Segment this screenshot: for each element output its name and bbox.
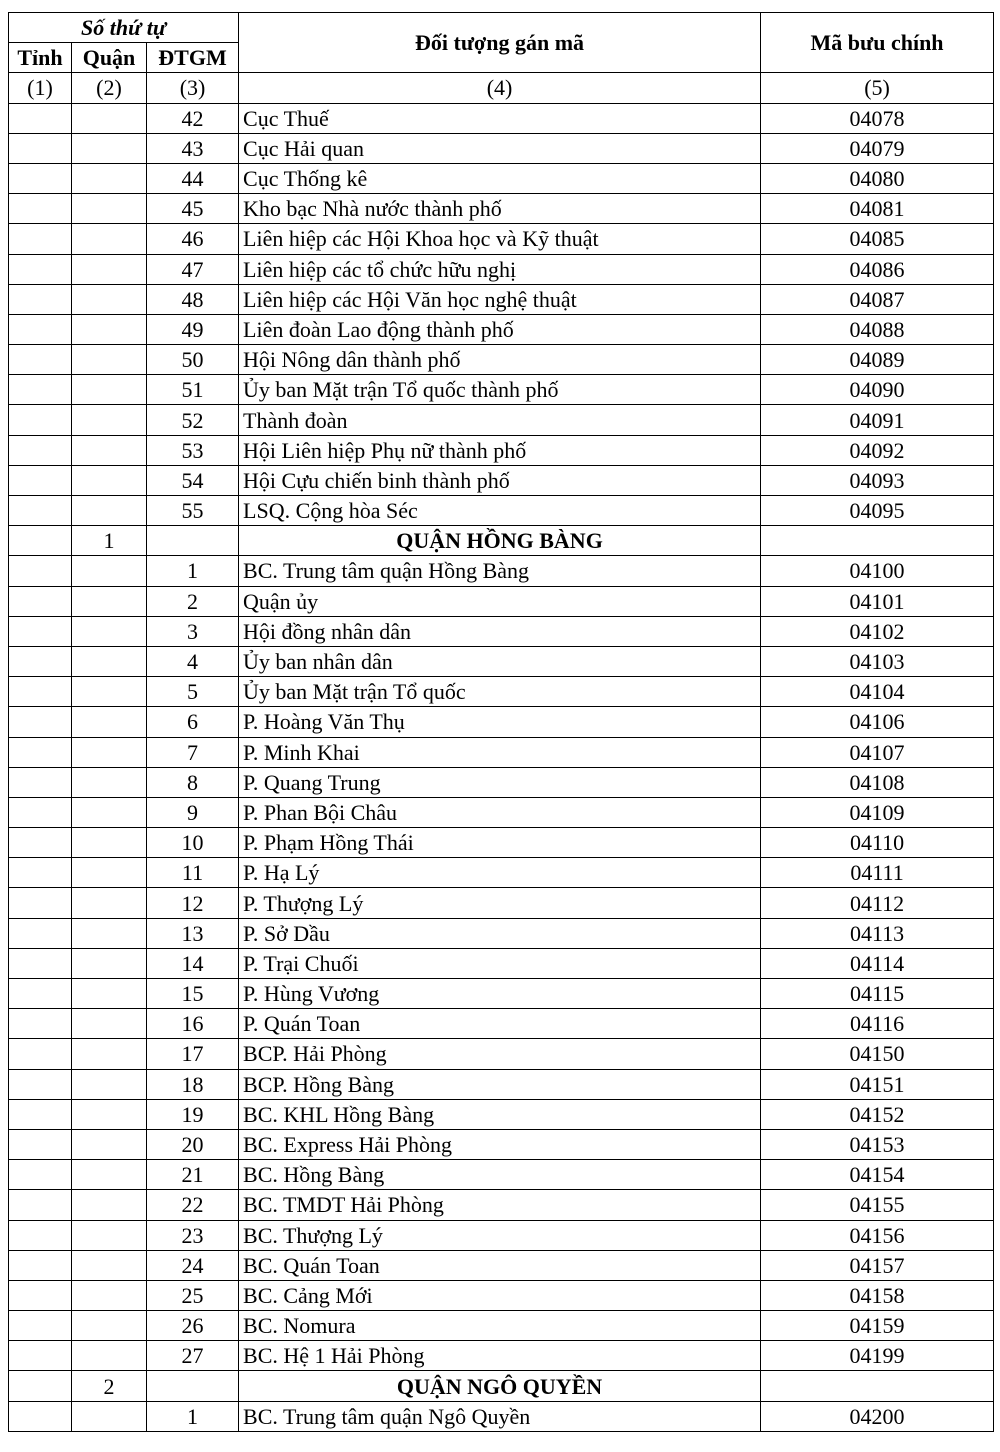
table-row	[9, 677, 994, 707]
table-row	[9, 767, 994, 797]
cell-quan	[72, 194, 147, 224]
cell-postal-code: 04111	[761, 858, 994, 888]
cell-postal-code: 04113	[761, 918, 994, 948]
cell-dtgm: 45	[147, 194, 239, 224]
cell-postal-code: 04081	[761, 194, 994, 224]
cell-dtgm: 20	[147, 1129, 239, 1159]
table-row	[9, 828, 994, 858]
table-row	[9, 1099, 994, 1129]
cell-tinh	[9, 828, 72, 858]
cell-object-name: BC. Thượng Lý	[239, 1220, 761, 1250]
cell-quan	[72, 556, 147, 586]
header-postal-code: Mã bưu chính	[761, 13, 994, 73]
cell-code	[761, 526, 994, 556]
cell-postal-code: 04155	[761, 1190, 994, 1220]
cell-object-name: P. Thượng Lý	[239, 888, 761, 918]
district-name: QUẬN NGÔ QUYỀN	[239, 1371, 761, 1401]
district-row	[9, 1371, 994, 1401]
cell-object-name: BC. Trung tâm quận Hồng Bàng	[239, 556, 761, 586]
cell-postal-code: 04109	[761, 797, 994, 827]
cell-tinh	[9, 948, 72, 978]
table-row	[9, 1190, 994, 1220]
cell-object-name: Hội Nông dân thành phố	[239, 345, 761, 375]
cell-object-name: LSQ. Cộng hòa Séc	[239, 496, 761, 526]
cell-quan	[72, 888, 147, 918]
cell-tinh	[9, 254, 72, 284]
table-body	[9, 103, 994, 1431]
cell-tinh	[9, 1190, 72, 1220]
cell-dtgm: 21	[147, 1160, 239, 1190]
table-row	[9, 1069, 994, 1099]
cell-quan	[72, 767, 147, 797]
cell-object-name: Quận ủy	[239, 586, 761, 616]
table-row	[9, 284, 994, 314]
cell-object-name: Hội đồng nhân dân	[239, 616, 761, 646]
table-row	[9, 1039, 994, 1069]
table-row	[9, 133, 994, 163]
cell-dtgm: 48	[147, 284, 239, 314]
table-row	[9, 1160, 994, 1190]
cell-tinh	[9, 1341, 72, 1371]
cell-quan: 1	[72, 526, 147, 556]
cell-object-name: BC. Express Hải Phòng	[239, 1129, 761, 1159]
cell-object-name: BC. Hệ 1 Hải Phòng	[239, 1341, 761, 1371]
cell-tinh	[9, 1129, 72, 1159]
cell-dtgm: 19	[147, 1099, 239, 1129]
header-num-2: (2)	[72, 73, 147, 103]
cell-dtgm: 44	[147, 163, 239, 193]
header-num-3: (3)	[147, 73, 239, 103]
cell-object-name: Cục Hải quan	[239, 133, 761, 163]
cell-tinh	[9, 1099, 72, 1129]
cell-object-name: BC. Cảng Mới	[239, 1280, 761, 1310]
cell-code	[761, 1371, 994, 1401]
cell-quan	[72, 224, 147, 254]
cell-object-name: Thành đoàn	[239, 405, 761, 435]
cell-tinh	[9, 888, 72, 918]
cell-quan	[72, 828, 147, 858]
cell-object-name: P. Quang Trung	[239, 767, 761, 797]
cell-tinh	[9, 465, 72, 495]
cell-dtgm: 16	[147, 1009, 239, 1039]
cell-quan	[72, 1160, 147, 1190]
table-row	[9, 707, 994, 737]
table-row	[9, 405, 994, 435]
cell-quan	[72, 1009, 147, 1039]
cell-tinh	[9, 586, 72, 616]
cell-tinh	[9, 435, 72, 465]
cell-quan	[72, 103, 147, 133]
cell-postal-code: 04154	[761, 1160, 994, 1190]
cell-dtgm: 53	[147, 435, 239, 465]
cell-tinh	[9, 646, 72, 676]
cell-postal-code: 04156	[761, 1220, 994, 1250]
cell-object-name: P. Phan Bội Châu	[239, 797, 761, 827]
cell-dtgm: 18	[147, 1069, 239, 1099]
table-row	[9, 918, 994, 948]
cell-postal-code: 04101	[761, 586, 994, 616]
cell-quan	[72, 677, 147, 707]
cell-object-name: Ủy ban Mặt trận Tổ quốc	[239, 677, 761, 707]
cell-tinh	[9, 1280, 72, 1310]
table-row	[9, 888, 994, 918]
cell-quan	[72, 1220, 147, 1250]
table-row	[9, 1129, 994, 1159]
table-row	[9, 556, 994, 586]
cell-object-name: Kho bạc Nhà nước thành phố	[239, 194, 761, 224]
cell-postal-code: 04091	[761, 405, 994, 435]
cell-quan	[72, 1280, 147, 1310]
cell-object-name: BC. TMDT Hải Phòng	[239, 1190, 761, 1220]
cell-postal-code: 04107	[761, 737, 994, 767]
cell-dtgm: 52	[147, 405, 239, 435]
cell-postal-code: 04150	[761, 1039, 994, 1069]
cell-tinh	[9, 677, 72, 707]
cell-dtgm	[147, 1371, 239, 1401]
table-row	[9, 737, 994, 767]
cell-quan	[72, 314, 147, 344]
cell-object-name: P. Quán Toan	[239, 1009, 761, 1039]
cell-quan	[72, 1250, 147, 1280]
cell-quan	[72, 979, 147, 1009]
cell-quan	[72, 1311, 147, 1341]
table-row	[9, 314, 994, 344]
table-row	[9, 194, 994, 224]
cell-quan	[72, 1401, 147, 1431]
table-row	[9, 163, 994, 193]
cell-object-name: P. Hạ Lý	[239, 858, 761, 888]
cell-postal-code: 04151	[761, 1069, 994, 1099]
cell-object-name: P. Hoàng Văn Thụ	[239, 707, 761, 737]
cell-tinh	[9, 163, 72, 193]
cell-quan	[72, 1190, 147, 1220]
cell-quan	[72, 797, 147, 827]
cell-object-name: P. Trại Chuối	[239, 948, 761, 978]
cell-dtgm: 3	[147, 616, 239, 646]
cell-quan	[72, 284, 147, 314]
header-group-stt: Số thứ tự	[9, 13, 239, 43]
cell-tinh	[9, 1009, 72, 1039]
cell-object-name: BC. KHL Hồng Bàng	[239, 1099, 761, 1129]
header-object: Đối tượng gán mã	[239, 13, 761, 73]
cell-postal-code: 04104	[761, 677, 994, 707]
cell-tinh	[9, 1250, 72, 1280]
cell-dtgm: 5	[147, 677, 239, 707]
cell-quan	[72, 1069, 147, 1099]
cell-quan	[72, 435, 147, 465]
cell-object-name: Liên hiệp các tổ chức hữu nghị	[239, 254, 761, 284]
table-row	[9, 1009, 994, 1039]
cell-tinh	[9, 918, 72, 948]
table-row	[9, 103, 994, 133]
cell-postal-code: 04110	[761, 828, 994, 858]
cell-postal-code: 04114	[761, 948, 994, 978]
cell-dtgm: 14	[147, 948, 239, 978]
cell-object-name: BCP. Hồng Bàng	[239, 1069, 761, 1099]
cell-quan	[72, 1039, 147, 1069]
table-row	[9, 435, 994, 465]
table-row	[9, 1280, 994, 1310]
cell-postal-code: 04088	[761, 314, 994, 344]
cell-tinh	[9, 1371, 72, 1401]
header-quan: Quận	[72, 43, 147, 73]
cell-postal-code: 04103	[761, 646, 994, 676]
cell-object-name: Hội Liên hiệp Phụ nữ thành phố	[239, 435, 761, 465]
cell-quan	[72, 586, 147, 616]
cell-postal-code: 04115	[761, 979, 994, 1009]
cell-dtgm: 23	[147, 1220, 239, 1250]
table-row	[9, 375, 994, 405]
cell-dtgm: 17	[147, 1039, 239, 1069]
cell-dtgm: 25	[147, 1280, 239, 1310]
cell-tinh	[9, 314, 72, 344]
cell-postal-code: 04092	[761, 435, 994, 465]
cell-tinh	[9, 133, 72, 163]
cell-tinh	[9, 1069, 72, 1099]
cell-dtgm: 55	[147, 496, 239, 526]
cell-tinh	[9, 797, 72, 827]
cell-object-name: Liên hiệp các Hội Văn học nghệ thuật	[239, 284, 761, 314]
table-row	[9, 345, 994, 375]
table-row	[9, 1311, 994, 1341]
cell-quan	[72, 133, 147, 163]
cell-dtgm: 15	[147, 979, 239, 1009]
cell-tinh	[9, 1160, 72, 1190]
cell-dtgm: 1	[147, 1401, 239, 1431]
table-row	[9, 1341, 994, 1371]
cell-tinh	[9, 405, 72, 435]
cell-dtgm: 10	[147, 828, 239, 858]
cell-tinh	[9, 767, 72, 797]
cell-dtgm: 24	[147, 1250, 239, 1280]
cell-object-name: Liên hiệp các Hội Khoa học và Kỹ thuật	[239, 224, 761, 254]
cell-postal-code: 04102	[761, 616, 994, 646]
cell-quan	[72, 345, 147, 375]
cell-postal-code: 04116	[761, 1009, 994, 1039]
cell-postal-code: 04153	[761, 1129, 994, 1159]
cell-dtgm: 49	[147, 314, 239, 344]
district-name: QUẬN HỒNG BÀNG	[239, 526, 761, 556]
cell-dtgm: 42	[147, 103, 239, 133]
cell-dtgm: 7	[147, 737, 239, 767]
cell-quan	[72, 1129, 147, 1159]
cell-postal-code: 04152	[761, 1099, 994, 1129]
cell-tinh	[9, 1220, 72, 1250]
cell-dtgm: 22	[147, 1190, 239, 1220]
cell-object-name: P. Phạm Hồng Thái	[239, 828, 761, 858]
cell-object-name: P. Sở Dầu	[239, 918, 761, 948]
header-num-1: (1)	[9, 73, 72, 103]
cell-dtgm	[147, 526, 239, 556]
cell-dtgm: 13	[147, 918, 239, 948]
cell-dtgm: 27	[147, 1341, 239, 1371]
cell-dtgm: 50	[147, 345, 239, 375]
cell-dtgm: 43	[147, 133, 239, 163]
cell-quan	[72, 616, 147, 646]
table-row	[9, 797, 994, 827]
cell-postal-code: 04079	[761, 133, 994, 163]
cell-postal-code: 04090	[761, 375, 994, 405]
table-row	[9, 979, 994, 1009]
cell-postal-code: 04157	[761, 1250, 994, 1280]
cell-object-name: BCP. Hải Phòng	[239, 1039, 761, 1069]
cell-dtgm: 4	[147, 646, 239, 676]
cell-postal-code: 04200	[761, 1401, 994, 1431]
cell-quan	[72, 405, 147, 435]
table-row	[9, 1401, 994, 1431]
table-row	[9, 858, 994, 888]
cell-postal-code: 04159	[761, 1311, 994, 1341]
cell-tinh	[9, 707, 72, 737]
cell-object-name: Hội Cựu chiến binh thành phố	[239, 465, 761, 495]
cell-postal-code: 04199	[761, 1341, 994, 1371]
cell-postal-code: 04093	[761, 465, 994, 495]
cell-postal-code: 04112	[761, 888, 994, 918]
cell-tinh	[9, 224, 72, 254]
cell-tinh	[9, 103, 72, 133]
cell-quan	[72, 737, 147, 767]
cell-dtgm: 9	[147, 797, 239, 827]
cell-tinh	[9, 194, 72, 224]
cell-dtgm: 47	[147, 254, 239, 284]
cell-quan	[72, 858, 147, 888]
table-row	[9, 586, 994, 616]
cell-object-name: BC. Hồng Bàng	[239, 1160, 761, 1190]
cell-object-name: Ủy ban nhân dân	[239, 646, 761, 676]
table-row	[9, 254, 994, 284]
cell-dtgm: 2	[147, 586, 239, 616]
cell-object-name: Ủy ban Mặt trận Tổ quốc thành phố	[239, 375, 761, 405]
cell-dtgm: 6	[147, 707, 239, 737]
cell-object-name: P. Minh Khai	[239, 737, 761, 767]
cell-object-name: BC. Quán Toan	[239, 1250, 761, 1280]
table-row	[9, 646, 994, 676]
cell-tinh	[9, 1401, 72, 1431]
cell-postal-code: 04078	[761, 103, 994, 133]
header-tinh: Tỉnh	[9, 43, 72, 73]
header-num-4: (4)	[239, 73, 761, 103]
cell-postal-code: 04080	[761, 163, 994, 193]
cell-object-name: Cục Thống kê	[239, 163, 761, 193]
cell-postal-code: 04089	[761, 345, 994, 375]
cell-tinh	[9, 345, 72, 375]
cell-postal-code: 04106	[761, 707, 994, 737]
cell-tinh	[9, 284, 72, 314]
cell-dtgm: 26	[147, 1311, 239, 1341]
cell-quan	[72, 646, 147, 676]
table-row	[9, 948, 994, 978]
table-row	[9, 496, 994, 526]
cell-object-name: Cục Thuế	[239, 103, 761, 133]
table-row	[9, 224, 994, 254]
cell-dtgm: 12	[147, 888, 239, 918]
cell-quan	[72, 254, 147, 284]
cell-tinh	[9, 1039, 72, 1069]
cell-dtgm: 51	[147, 375, 239, 405]
cell-postal-code: 04158	[761, 1280, 994, 1310]
cell-tinh	[9, 1311, 72, 1341]
cell-tinh	[9, 979, 72, 1009]
header-dtgm: ĐTGM	[147, 43, 239, 73]
cell-quan	[72, 496, 147, 526]
table-row	[9, 465, 994, 495]
cell-tinh	[9, 556, 72, 586]
header-num-5: (5)	[761, 73, 994, 103]
cell-tinh	[9, 616, 72, 646]
cell-quan	[72, 1099, 147, 1129]
table-row	[9, 1250, 994, 1280]
cell-dtgm: 8	[147, 767, 239, 797]
table-header	[9, 13, 994, 104]
cell-quan	[72, 707, 147, 737]
cell-object-name: P. Hùng Vương	[239, 979, 761, 1009]
cell-dtgm: 46	[147, 224, 239, 254]
cell-tinh	[9, 526, 72, 556]
cell-postal-code: 04108	[761, 767, 994, 797]
cell-tinh	[9, 858, 72, 888]
cell-dtgm: 11	[147, 858, 239, 888]
cell-tinh	[9, 496, 72, 526]
cell-tinh	[9, 375, 72, 405]
cell-postal-code: 04085	[761, 224, 994, 254]
cell-object-name: Liên đoàn Lao động thành phố	[239, 314, 761, 344]
cell-dtgm: 54	[147, 465, 239, 495]
cell-dtgm: 1	[147, 556, 239, 586]
cell-postal-code: 04095	[761, 496, 994, 526]
cell-quan: 2	[72, 1371, 147, 1401]
postal-code-table	[8, 12, 994, 1432]
cell-object-name: BC. Nomura	[239, 1311, 761, 1341]
cell-quan	[72, 465, 147, 495]
cell-postal-code: 04100	[761, 556, 994, 586]
cell-postal-code: 04087	[761, 284, 994, 314]
table-row	[9, 616, 994, 646]
cell-object-name: BC. Trung tâm quận Ngô Quyền	[239, 1401, 761, 1431]
cell-quan	[72, 1341, 147, 1371]
cell-postal-code: 04086	[761, 254, 994, 284]
cell-quan	[72, 918, 147, 948]
cell-quan	[72, 375, 147, 405]
cell-quan	[72, 163, 147, 193]
cell-quan	[72, 948, 147, 978]
table-row	[9, 1220, 994, 1250]
district-row	[9, 526, 994, 556]
cell-tinh	[9, 737, 72, 767]
